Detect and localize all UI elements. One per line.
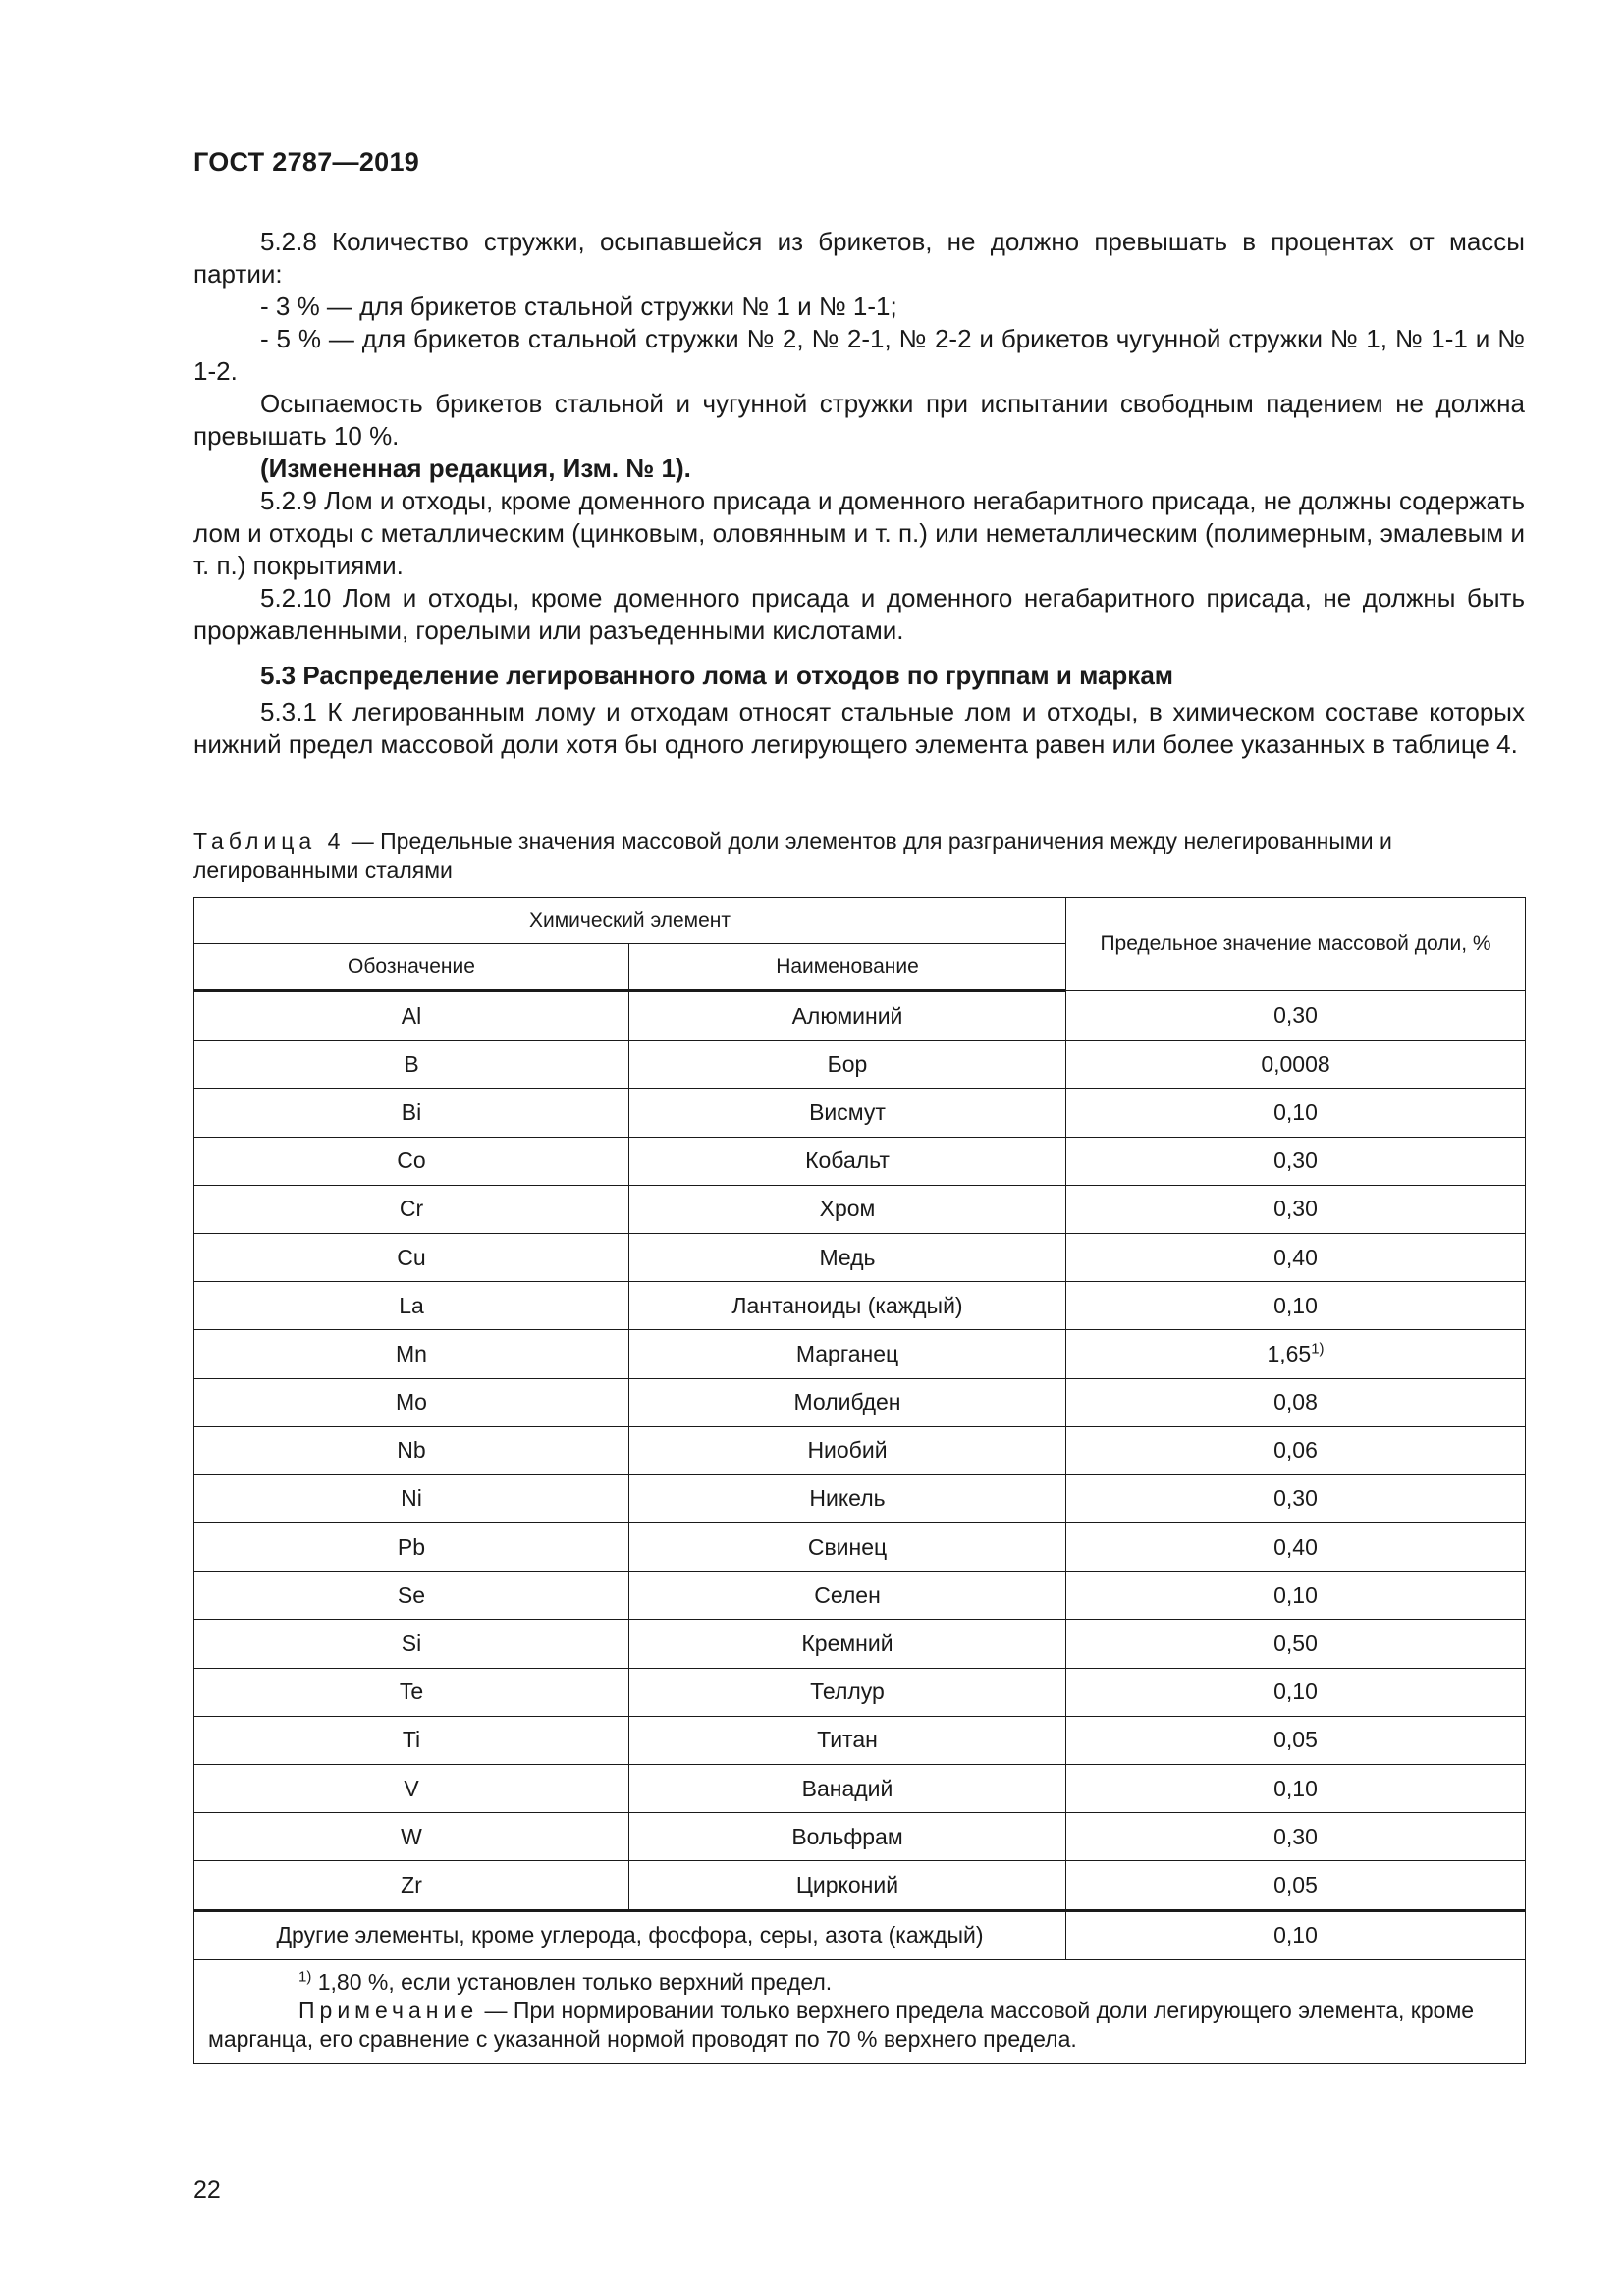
- element-name-text: Молибден: [793, 1389, 901, 1415]
- table-notes-row: [194, 1959, 1526, 2063]
- element-symbol: [194, 1426, 629, 1474]
- element-symbol-text: Mn: [396, 1340, 427, 1366]
- element-symbol: [194, 1572, 629, 1620]
- element-limit: [1066, 1765, 1526, 1813]
- element-name: [629, 1378, 1066, 1426]
- amendment-note: (Измененная редакция, Изм. № 1).: [260, 454, 691, 483]
- footnote-ref: 1): [1311, 1340, 1325, 1358]
- element-limit-text: 0,50: [1273, 1630, 1318, 1657]
- element-symbol-text: Ni: [401, 1485, 422, 1512]
- element-name: [629, 1861, 1066, 1910]
- other-elements-label: Другие элементы, кроме углерода, фосфора, серы, азота (каждый): [194, 1910, 1066, 1959]
- element-name-text: Алюминий: [791, 1002, 903, 1029]
- element-symbol: [194, 1716, 629, 1764]
- element-name-text: Вольфрам: [791, 1823, 903, 1849]
- element-symbol-text: Zr: [401, 1871, 422, 1897]
- element-symbol: [194, 1185, 629, 1233]
- element-limit-text: 0,10: [1273, 1775, 1318, 1801]
- paragraph-5-2-9: 5.2.9 Лом и отходы, кроме доменного присада и доменного негабаритного присада, не должны содержать лом и отходы с металлическим (цинковым, оловянным и т. п.) или неметаллическим (полимерным, эмалевым и т. п.) покрытиями.: [193, 486, 1525, 580]
- element-symbol-text: Bi: [401, 1098, 422, 1125]
- note: [208, 1997, 1511, 2054]
- element-symbol: [194, 1474, 629, 1522]
- element-name-text: Ванадий: [801, 1775, 893, 1801]
- table-row: [194, 1185, 1526, 1233]
- element-name: [629, 1765, 1066, 1813]
- table-row: [194, 1765, 1526, 1813]
- element-name-text: Висмут: [809, 1098, 886, 1125]
- header-chemical-element: Химический элемент: [194, 898, 1066, 944]
- element-limit: [1066, 1620, 1526, 1668]
- element-name-text: Селен: [814, 1581, 881, 1608]
- table-row: [194, 1330, 1526, 1378]
- table-row: [194, 1861, 1526, 1910]
- element-symbol-text: Se: [397, 1581, 426, 1608]
- element-symbol-text: Al: [401, 1002, 422, 1029]
- footnote-mark: 1): [298, 1967, 312, 1985]
- element-symbol: [194, 1765, 629, 1813]
- table-row: [194, 1233, 1526, 1281]
- element-limit-text: 0,30: [1273, 1002, 1318, 1029]
- element-symbol-text: Te: [399, 1679, 424, 1705]
- table-row: [194, 1041, 1526, 1089]
- element-symbol-text: La: [399, 1292, 424, 1318]
- table-row: [194, 1089, 1526, 1137]
- element-limit: [1066, 1185, 1526, 1233]
- header-name: Наименование: [629, 944, 1066, 991]
- element-name: [629, 1716, 1066, 1764]
- element-symbol: [194, 1813, 629, 1861]
- element-symbol: [194, 1620, 629, 1668]
- element-limit-text: 0,0008: [1261, 1050, 1330, 1077]
- element-limit: [1066, 1137, 1526, 1185]
- element-name: [629, 1089, 1066, 1137]
- element-limit: [1066, 1861, 1526, 1910]
- element-limit: [1066, 1233, 1526, 1281]
- element-symbol-text: Nb: [397, 1437, 426, 1464]
- element-limit: [1066, 1813, 1526, 1861]
- table-row: [194, 1282, 1526, 1330]
- table-row: [194, 1668, 1526, 1716]
- element-limit-text: 0,30: [1273, 1485, 1318, 1512]
- element-limit: [1066, 1716, 1526, 1764]
- element-name-text: Медь: [819, 1244, 876, 1270]
- element-symbol: [194, 1668, 629, 1716]
- paragraph-5-2-8: 5.2.8 Количество стружки, осыпавшейся из брикетов, не должно превышать в процентах от массы партии:: [193, 227, 1525, 289]
- element-symbol-text: B: [404, 1050, 419, 1077]
- header-limit-value: Предельное значение массовой доли, %: [1066, 898, 1526, 991]
- element-limit: [1066, 1378, 1526, 1426]
- table-caption-label: Таблица 4: [193, 828, 346, 854]
- element-limit: [1066, 1668, 1526, 1716]
- element-symbol-text: Si: [401, 1630, 422, 1657]
- table-row: [194, 991, 1526, 1041]
- element-name: [629, 1137, 1066, 1185]
- element-symbol: [194, 1330, 629, 1378]
- table-caption-text: — Предельные значения массовой доли элементов для разграничения между нелегированными и легированными сталями: [193, 828, 1392, 882]
- table-row: [194, 1474, 1526, 1522]
- table-row: [194, 1572, 1526, 1620]
- element-symbol: [194, 1378, 629, 1426]
- element-name: [629, 1474, 1066, 1522]
- element-symbol: [194, 1041, 629, 1089]
- table-row: [194, 1378, 1526, 1426]
- element-limit-text: 0,08: [1273, 1389, 1318, 1415]
- element-name-text: Кобальт: [805, 1148, 890, 1174]
- element-symbol-text: Cr: [399, 1196, 424, 1222]
- element-limit-text: 0,10: [1273, 1098, 1318, 1125]
- table-row: [194, 1523, 1526, 1572]
- element-symbol-text: Co: [397, 1148, 426, 1174]
- element-name: [629, 1620, 1066, 1668]
- element-limit: [1066, 1572, 1526, 1620]
- element-name: [629, 1572, 1066, 1620]
- element-name-text: Кремний: [801, 1630, 893, 1657]
- element-symbol: [194, 1861, 629, 1910]
- element-name-text: Ниобий: [807, 1437, 888, 1464]
- element-name-text: Цирконий: [795, 1871, 899, 1897]
- table-row: [194, 1813, 1526, 1861]
- element-limit: [1066, 1041, 1526, 1089]
- element-limit-text: 0,05: [1273, 1871, 1318, 1897]
- element-limit-text: 0,40: [1273, 1533, 1318, 1560]
- element-limit-text: 0,10: [1273, 1292, 1318, 1318]
- element-name: [629, 1426, 1066, 1474]
- element-limit-text: 0,05: [1273, 1727, 1318, 1753]
- footnote: [208, 1968, 1511, 1997]
- element-limit-text: 0,30: [1273, 1148, 1318, 1174]
- element-name: [629, 1523, 1066, 1572]
- element-limits-table: [193, 897, 1526, 2064]
- note-label: Примечание: [298, 1997, 479, 2023]
- paragraph-5-3-1: 5.3.1 К легированным лому и отходам относят стальные лом и отходы, в химическом составе которых нижний предел массовой доли хотя бы одного легирующего элемента равен или более указанных в таблице 4.: [193, 697, 1525, 759]
- table-notes: [194, 1959, 1526, 2063]
- document-header: ГОСТ 2787—2019: [193, 147, 420, 177]
- element-name-text: Свинец: [807, 1533, 888, 1560]
- element-name-text: Хром: [819, 1196, 876, 1222]
- element-name: [629, 1668, 1066, 1716]
- element-symbol-text: Mo: [396, 1389, 427, 1415]
- element-symbol-text: V: [404, 1775, 419, 1801]
- table-caption: [193, 828, 1525, 884]
- table-row: [194, 1620, 1526, 1668]
- element-symbol-text: Pb: [397, 1533, 426, 1560]
- element-limit: [1066, 1330, 1526, 1378]
- element-limit-text: 0,10: [1273, 1679, 1318, 1705]
- other-elements-value: 0,10: [1066, 1910, 1526, 1959]
- section-heading-5-3: 5.3 Распределение легированного лома и отходов по группам и маркам: [260, 661, 1174, 690]
- footnote-text: 1,80 %, если установлен только верхний предел.: [311, 1968, 833, 1995]
- page-number: 22: [193, 2176, 221, 2204]
- element-name-text: Никель: [809, 1485, 886, 1512]
- element-name: [629, 1041, 1066, 1089]
- element-limit-text: 1,65: [1267, 1340, 1312, 1366]
- element-symbol: [194, 1523, 629, 1572]
- body-text: [193, 226, 1525, 761]
- element-name: [629, 991, 1066, 1041]
- table-row: [194, 1716, 1526, 1764]
- element-limit-text: 0,40: [1273, 1244, 1318, 1270]
- element-limit-text: 0,30: [1273, 1196, 1318, 1222]
- element-symbol: [194, 1137, 629, 1185]
- element-symbol-text: Ti: [402, 1727, 421, 1753]
- element-symbol: [194, 1282, 629, 1330]
- element-limit: [1066, 1474, 1526, 1522]
- element-name: [629, 1233, 1066, 1281]
- element-name: [629, 1330, 1066, 1378]
- element-limit: [1066, 1089, 1526, 1137]
- table-row: [194, 1137, 1526, 1185]
- table-row-other: [194, 1910, 1526, 1959]
- element-name-text: Бор: [827, 1050, 868, 1077]
- paragraph-5-2-10: 5.2.10 Лом и отходы, кроме доменного присада и доменного негабаритного присада, не должны быть проржавленными, горелыми или разъеденными кислотами.: [193, 583, 1525, 645]
- element-limit: [1066, 1426, 1526, 1474]
- list-item: - 3 % — для брикетов стальной стружки № 1 и № 1-1;: [260, 292, 897, 321]
- note-text: — При нормировании только верхнего предела массовой доли легирующего элемента, кроме марганца, его сравнение с указанной нормой проводят по 70 % верхнего предела.: [208, 1997, 1475, 2052]
- list-item: - 5 % — для брикетов стальной стружки № 2, № 2-1, № 2-2 и брикетов чугунной стружки № 1, № 1-1 и № 1-2.: [193, 324, 1525, 386]
- element-limit-text: 0,30: [1273, 1823, 1318, 1849]
- element-limit: [1066, 1282, 1526, 1330]
- element-name: [629, 1813, 1066, 1861]
- table-row: [194, 1426, 1526, 1474]
- element-name-text: Марганец: [795, 1340, 899, 1366]
- element-name: [629, 1185, 1066, 1233]
- paragraph-crumbling: Осыпаемость брикетов стальной и чугунной стружки при испытании свободным падением не должна превышать 10 %.: [193, 389, 1525, 451]
- element-limit-text: 0,10: [1273, 1581, 1318, 1608]
- element-name-text: Теллур: [810, 1679, 885, 1705]
- element-symbol: [194, 1233, 629, 1281]
- element-limit: [1066, 991, 1526, 1041]
- element-symbol: [194, 991, 629, 1041]
- element-name: [629, 1282, 1066, 1330]
- element-limit-text: 0,06: [1273, 1437, 1318, 1464]
- element-symbol: [194, 1089, 629, 1137]
- element-name-text: Титан: [817, 1727, 878, 1753]
- element-name-text: Лантаноиды (каждый): [731, 1292, 963, 1318]
- element-symbol-text: W: [401, 1823, 422, 1849]
- element-limit: [1066, 1523, 1526, 1572]
- header-symbol: Обозначение: [194, 944, 629, 991]
- element-symbol-text: Cu: [397, 1244, 426, 1270]
